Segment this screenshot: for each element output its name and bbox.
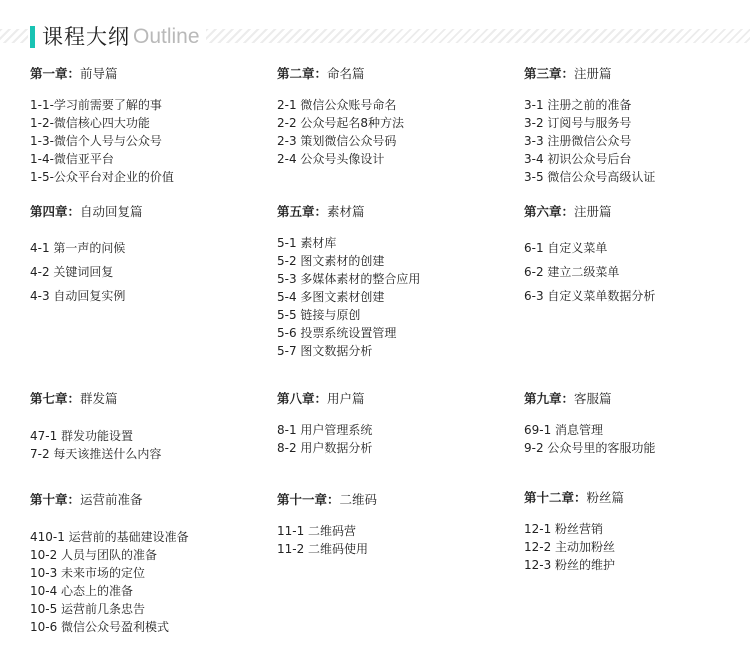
- list-item: 10-3 未来市场的定位: [30, 566, 146, 580]
- list-item: 1-2-微信核心四大功能: [30, 116, 150, 130]
- lesson-list: [524, 236, 750, 308]
- chapter-title: 第三章：注册篇: [524, 66, 612, 81]
- list-item: 12-2 主动加粉丝: [524, 540, 616, 554]
- chapter-5: [277, 204, 512, 360]
- list-item: 5-4 多图文素材创建: [277, 290, 385, 304]
- list-item: 3-1 注册之前的准备: [524, 98, 632, 112]
- chapter-7: [30, 391, 265, 463]
- chapter-title: 第十章：运营前准备: [30, 492, 143, 507]
- list-item: 410-1 运营前的基础建设准备: [30, 530, 189, 544]
- list-item: 3-2 订阅号与服务号: [524, 116, 632, 130]
- list-item: 4-3 自动回复实例: [30, 289, 126, 303]
- header-accent-bar: [30, 26, 35, 48]
- list-item: 4-1 第一声的问候: [30, 241, 126, 255]
- header-stripe-decoration: [206, 29, 750, 43]
- list-item: 47-1 群发功能设置: [30, 429, 134, 443]
- chapter-12: [524, 490, 750, 574]
- list-item: 2-2 公众号起名8种方法: [277, 116, 405, 130]
- lesson-list: [524, 520, 750, 574]
- list-item: 69-1 消息管理: [524, 423, 604, 437]
- lesson-list: [30, 528, 265, 636]
- list-item: 11-2 二维码使用: [277, 542, 369, 556]
- lesson-list: [277, 96, 512, 168]
- list-item: 12-1 粉丝营销: [524, 522, 604, 536]
- chapter-title: 第二章：命名篇: [277, 66, 365, 81]
- list-item: 8-2 用户数据分析: [277, 441, 373, 455]
- list-item: 12-3 粉丝的维护: [524, 558, 616, 572]
- list-item: 5-1 素材库: [277, 236, 337, 250]
- list-item: 6-2 建立二级菜单: [524, 265, 620, 279]
- list-item: 5-7 图文数据分析: [277, 344, 373, 358]
- lesson-list: [30, 96, 265, 186]
- lesson-list: [30, 427, 265, 463]
- chapter-title: 第一章：前导篇: [30, 66, 118, 81]
- list-item: 3-5 微信公众号高级认证: [524, 170, 656, 184]
- chapter-title: 第五章：素材篇: [277, 204, 365, 219]
- list-item: 1-5-公众平台对企业的价值: [30, 170, 174, 184]
- list-item: 2-3 策划微信公众号码: [277, 134, 397, 148]
- lesson-list: [277, 522, 512, 558]
- chapter-3: [524, 66, 750, 186]
- chapter-1: [30, 66, 265, 186]
- list-item: 10-4 心态上的准备: [30, 584, 134, 598]
- list-item: 5-3 多媒体素材的整合应用: [277, 272, 421, 286]
- header-stripe-decoration-left: [0, 29, 28, 43]
- lesson-list: [524, 96, 750, 186]
- chapter-title: 第四章：自动回复篇: [30, 204, 143, 219]
- list-item: 8-1 用户管理系统: [277, 423, 373, 437]
- list-item: 10-5 运营前几条忠告: [30, 602, 146, 616]
- list-item: 1-1-学习前需要了解的事: [30, 98, 162, 112]
- chapter-title: 第七章：群发篇: [30, 391, 118, 406]
- chapter-6: [524, 204, 750, 308]
- list-item: 10-6 微信公众号盈利模式: [30, 620, 170, 634]
- list-item: 3-4 初识公众号后台: [524, 152, 632, 166]
- list-item: 4-2 关键词回复: [30, 265, 114, 279]
- chapter-9: [524, 391, 750, 457]
- chapter-4: [30, 204, 265, 308]
- list-item: 5-2 图文素材的创建: [277, 254, 385, 268]
- chapter-title: 第九章：客服篇: [524, 391, 612, 406]
- list-item: 6-1 自定义菜单: [524, 241, 608, 255]
- lesson-list: [277, 234, 512, 360]
- list-item: 5-5 链接与原创: [277, 308, 361, 322]
- list-item: 1-4-微信亚平台: [30, 152, 114, 166]
- page-subtitle: Outline: [133, 25, 200, 48]
- list-item: 6-3 自定义菜单数据分析: [524, 289, 656, 303]
- chapter-11: [277, 492, 512, 558]
- list-item: 3-3 注册微信公众号: [524, 134, 632, 148]
- chapter-2: [277, 66, 512, 168]
- outline-header: [0, 0, 750, 60]
- lesson-list: [277, 421, 512, 457]
- page-title: 课程大纲: [42, 25, 130, 49]
- list-item: 5-6 投票系统设置管理: [277, 326, 397, 340]
- list-item: 9-2 公众号里的客服功能: [524, 441, 656, 455]
- list-item: 11-1 二维码营: [277, 524, 357, 538]
- chapter-title: 第十二章：粉丝篇: [524, 490, 625, 505]
- chapter-title: 第十一章：二维码: [277, 492, 378, 507]
- chapter-title: 第六章：注册篇: [524, 204, 612, 219]
- list-item: 10-2 人员与团队的准备: [30, 548, 158, 562]
- lesson-list: [524, 421, 750, 457]
- chapter-10: [30, 492, 265, 636]
- chapter-title: 第八章：用户篇: [277, 391, 365, 406]
- list-item: 2-4 公众号头像设计: [277, 152, 385, 166]
- chapter-8: [277, 391, 512, 457]
- list-item: 7-2 每天该推送什么内容: [30, 447, 162, 461]
- list-item: 1-3-微信个人号与公众号: [30, 134, 162, 148]
- lesson-list: [30, 236, 265, 308]
- list-item: 2-1 微信公众账号命名: [277, 98, 397, 112]
